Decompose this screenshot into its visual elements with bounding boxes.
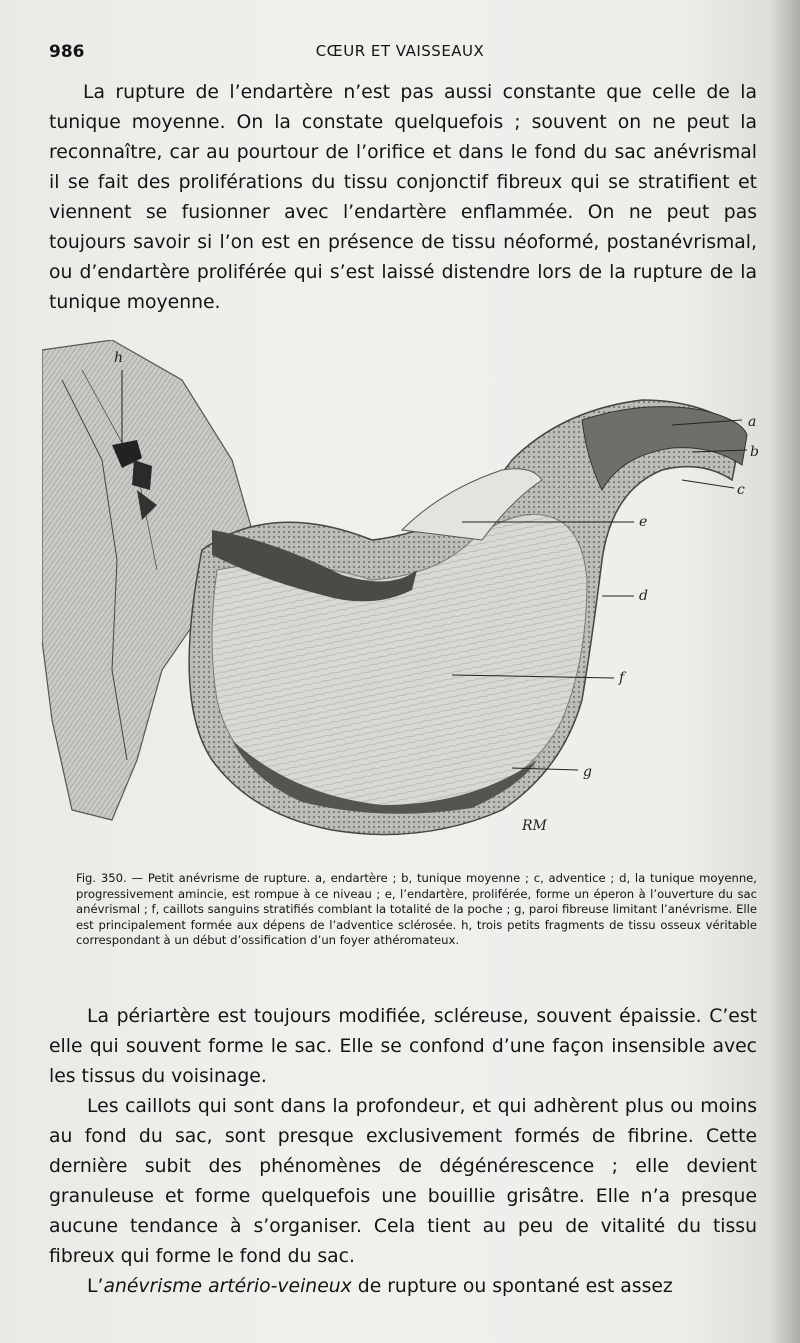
label-d: d bbox=[639, 588, 648, 604]
page-number: 986 bbox=[49, 42, 85, 62]
label-b: b bbox=[750, 444, 759, 460]
figure-350-illustration bbox=[42, 340, 762, 860]
artist-signature: RM bbox=[522, 818, 547, 834]
paragraph-4-rest: de rupture ou spontané est assez bbox=[351, 1276, 673, 1297]
media-band bbox=[582, 407, 747, 490]
label-c: c bbox=[737, 482, 745, 498]
label-e: e bbox=[639, 514, 648, 530]
label-g: g bbox=[583, 764, 592, 780]
paragraph-2: La périartère est toujours modifiée, scléreuse, souvent épaissie. C’est elle qui souvent forme le sac. Elle se confond d’une façon insensible avec les tissus du voisinage. bbox=[49, 1006, 757, 1087]
running-title: CŒUR ET VAISSEAUX bbox=[315, 42, 485, 60]
paragraph-4 bbox=[49, 1272, 757, 1302]
label-a: a bbox=[748, 414, 757, 430]
figure-caption: Fig. 350. — Petit anévrisme de rupture. a, endartère ; b, tunique moyenne ; c, adventice ; d, la tunique moyenne, progressivement amincie, est rompue à ce niveau ; e, l’endartère, proliférée, forme un éperon à l’ouverture du sac anévrismal ; f, caillots sanguins stratifiés comblant la totalité de la poche ; g, paroi fibreuse limitant l’anévrisme. Elle est principalement formée aux dépens de l’adventice sclérosée. h, trois petits fragments de tissu osseux véritable correspondant à un début d’ossification d’un foyer athéromateux. bbox=[76, 871, 757, 948]
paragraph-1: La rupture de l’endartère n’est pas aussi constante que celle de la tunique moyenne. On la constate quelquefois ; souvent on ne peut la reconnaître, car au pourtour de l’orifice et dans le fond du sac anévrismal il se fait des proliférations du tissu conjonctif fibreux qui se stratifient et viennent se fusionner avec l’endartère enflammée. On ne peut pas toujours savoir si l’on est en présence de tissu néoformé, postanévrismal, ou d’endartère proliférée qui s’est laissé distendre lors de la rupture de la tunique moyenne. bbox=[49, 82, 757, 313]
paragraph-4-italic: anévrisme artério-veineux bbox=[103, 1276, 352, 1297]
paragraph-3: Les caillots qui sont dans la profondeur, et qui adhèrent plus ou moins au fond du sac, sont presque exclusivement formés de fibrine. Cette dernière subit des phénomènes de dégénérescence ; elle devient granuleuse et forme quelquefois une bouillie grisâtre. Elle n’a presque aucune tendance à s’organiser. Cela tient au peu de vitalité du tissu fibreux qui forme le fond du sac. bbox=[49, 1096, 757, 1267]
label-f: f bbox=[619, 670, 625, 686]
page-edge-shadow bbox=[770, 0, 800, 1343]
paragraph-4-lead: L’ bbox=[87, 1276, 104, 1297]
label-h: h bbox=[114, 350, 124, 366]
